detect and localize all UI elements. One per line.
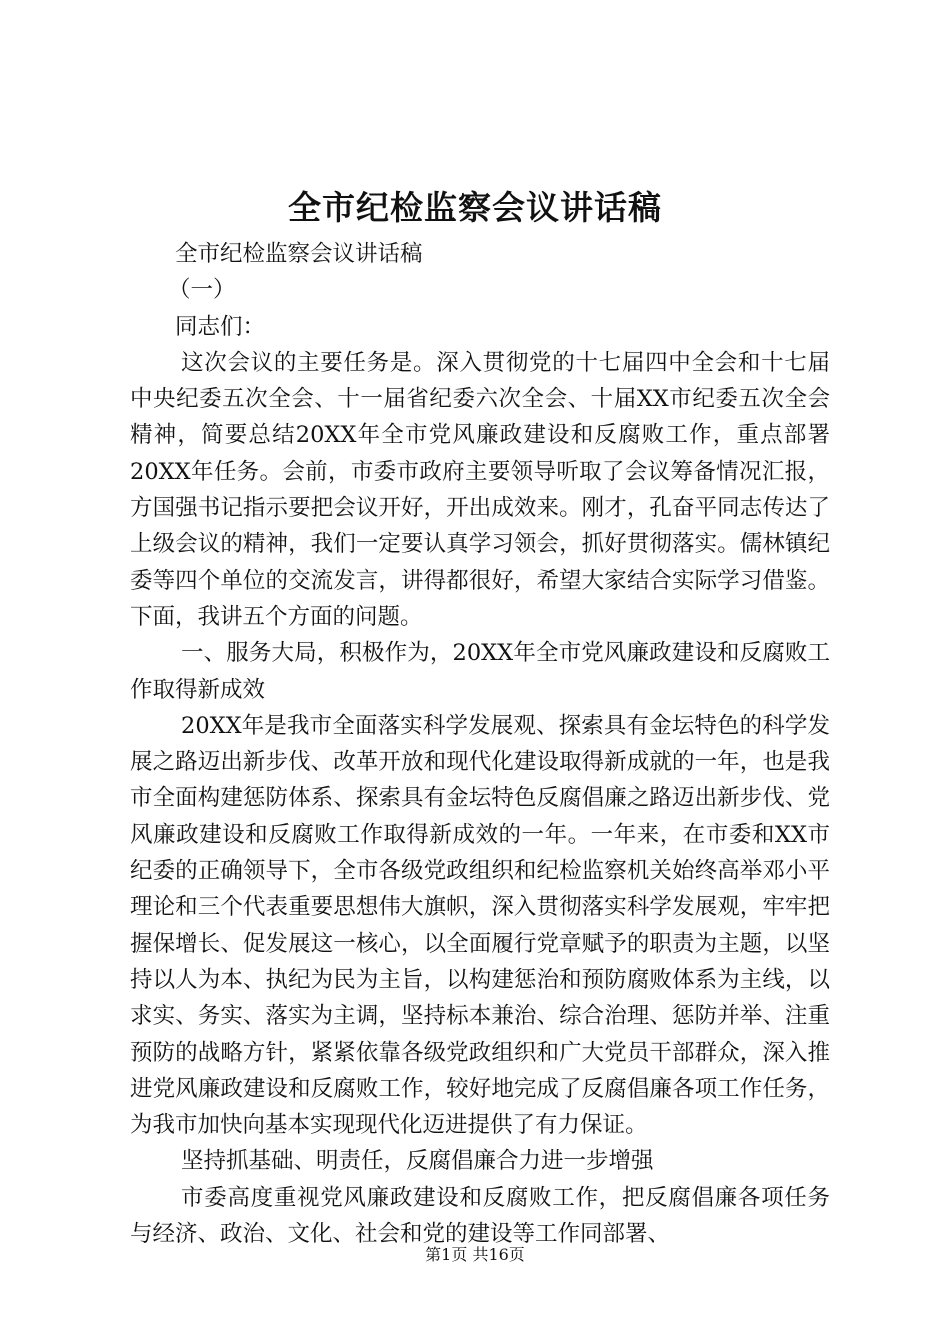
document-title: 全市纪检监察会议讲话稿 (288, 188, 662, 227)
page-indicator: 第1页 共16页 (425, 1245, 525, 1264)
body-paragraph: 20XX年是我市全面落实科学发展观、探索具有金坛特色的科学发展之路迈出新步伐、改革开放和现代化建设取得新成就的一年，也是我市全面构建惩防体系、探索具有金坛特色反腐倡廉之路迈出新步伐、党风廉政建设和反腐败工作取得新成效的一年。一年来，在市委和XX市纪委的正确领导下，全市各级党政组织和纪检监察机关始终高举邓小平理论和三个代表重要思想伟大旗帜，深入贯彻落实科学发展观，牢牢把握保增长、促发展这一核心，以全面履行党章赋予的职责为主题，以坚持以人为本、执纪为民为主旨，以构建惩治和预防腐败体系为主线，以求实、务实、落实为主调，坚持标本兼治、综合治理、惩防并举、注重预防的战略方针，紧紧依靠各级党政组织和广大党员干部群众，深入推进党风廉政建设和反腐败工作，较好地完成了反腐倡廉各项工作任务，为我市加快向基本实现现代化迈进提供了有力保证。 (130, 712, 830, 1139)
section-number-paragraph: （一） (168, 277, 236, 304)
subsection-heading-paragraph: 坚持抓基础、明责任，反腐倡廉合力进一步增强 (181, 1148, 654, 1175)
document-body (130, 236, 830, 1252)
body-paragraph: 这次会议的主要任务是。深入贯彻党的十七届四中全会和十七届中央纪委五次全会、十一届省纪委六次全会、十届XX市纪委五次全会精神，简要总结20XX年全市党风廉政建设和反腐败工作，重点部署20XX年任务。会前，市委市政府主要领导听取了会议筹备情况汇报，方国强书记指示要把会议开好，开出成效来。刚才，孔奋平同志传达了上级会议的精神，我们一定要认真学习领会，抓好贯彻落实。儒林镇纪委等四个单位的交流发言，讲得都很好，希望大家结合实际学习借鉴。下面，我讲五个方面的问题。 (130, 349, 830, 630)
salutation-paragraph: 同志们： (175, 313, 266, 340)
body-paragraph: 市委高度重视党风廉政建设和反腐败工作，把反腐倡廉各项任务与经济、政治、文化、社会和党的建设等工作同部署、 (130, 1184, 830, 1248)
section-heading-paragraph: 一、服务大局，积极作为，20XX年全市党风廉政建设和反腐败工作取得新成效 (130, 640, 830, 703)
subtitle-paragraph: 全市纪检监察会议讲话稿 (175, 241, 423, 267)
